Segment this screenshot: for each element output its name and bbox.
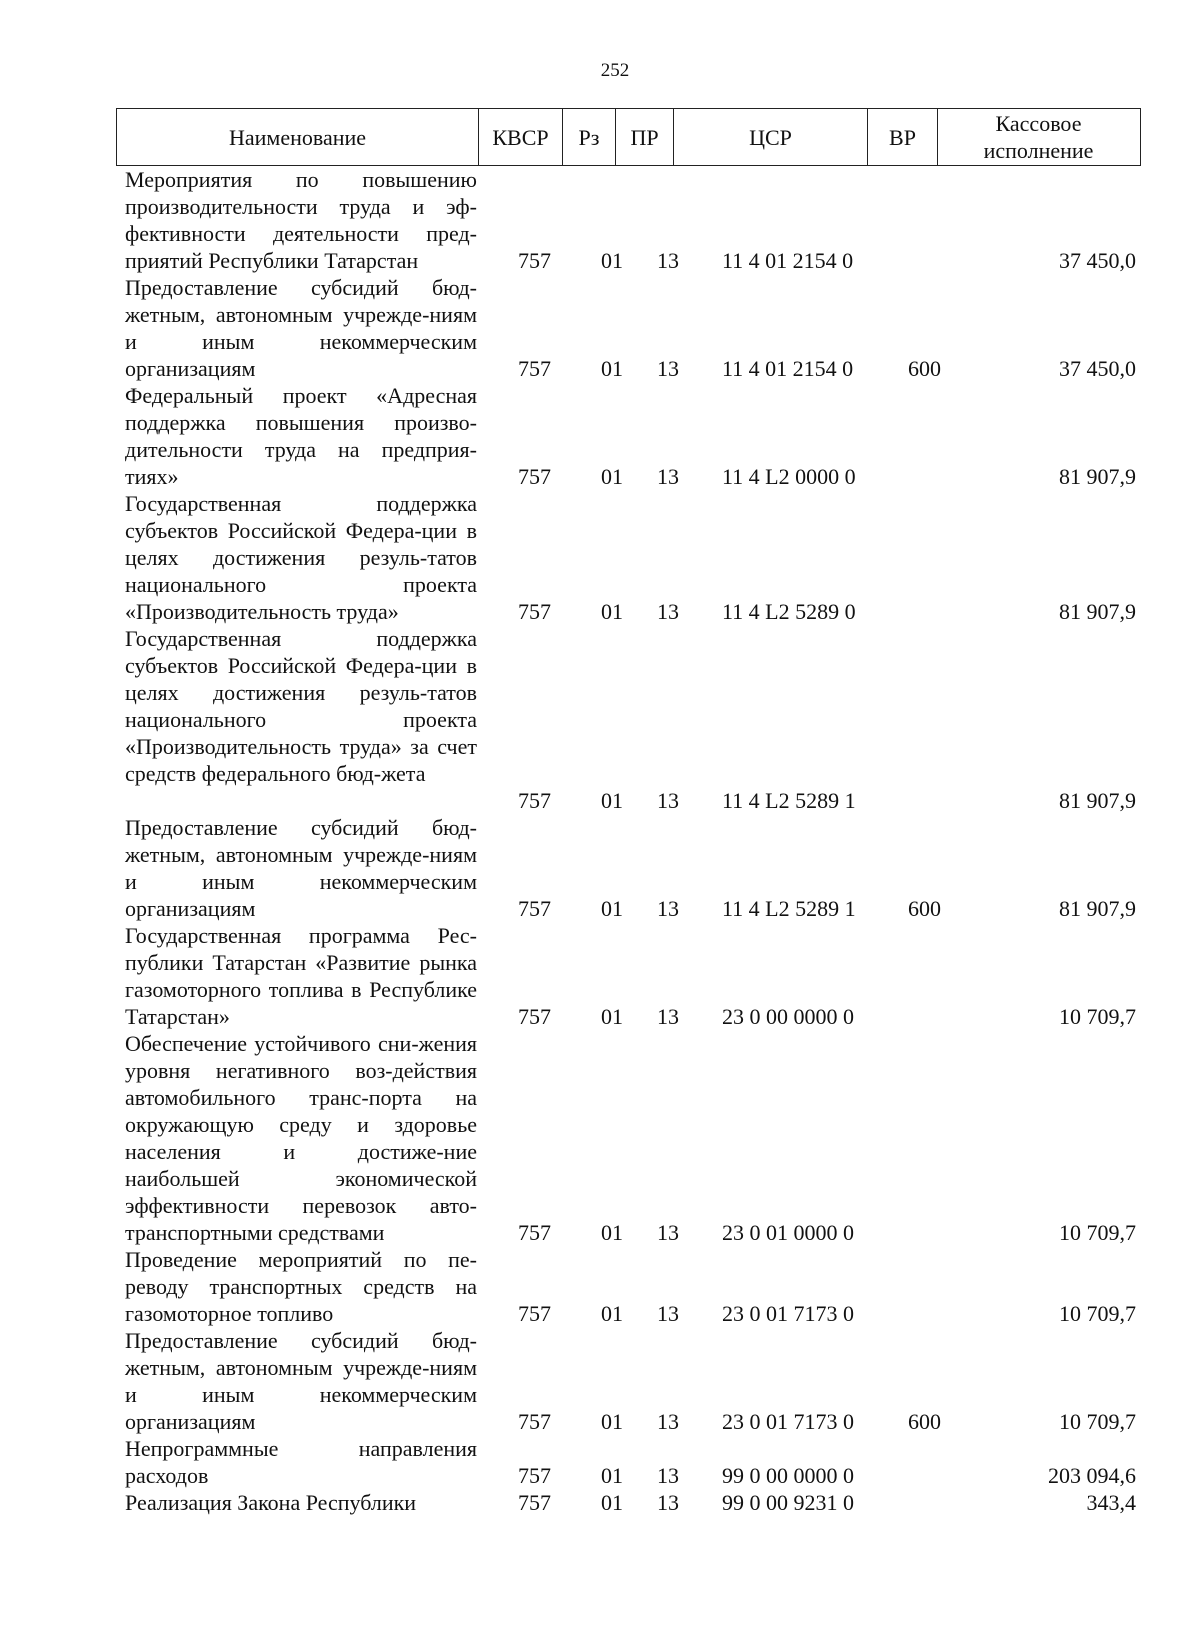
row-kvsr: 757 <box>518 896 551 921</box>
row-rz: 01 <box>601 248 623 273</box>
row-kvsr: 757 <box>518 788 551 813</box>
table-row <box>0 382 1200 490</box>
page-number: 252 <box>600 60 630 81</box>
row-pr: 13 <box>657 1409 679 1434</box>
header-pr: ПР <box>616 109 674 165</box>
table-row <box>0 1327 1200 1435</box>
table-row <box>0 166 1200 274</box>
row-pr: 13 <box>657 896 679 921</box>
row-amount: 81 907,9 <box>1059 788 1136 813</box>
row-kvsr: 757 <box>518 464 551 489</box>
row-pr: 13 <box>657 464 679 489</box>
row-name: Государственная поддержка субъектов Российской Федера-ции в целях достижения резуль-татов национального проекта «Производительность труда» <box>125 491 477 624</box>
row-pr: 13 <box>657 1301 679 1326</box>
table-row <box>0 1435 1200 1489</box>
row-kvsr: 757 <box>518 1409 551 1434</box>
row-name: Проведение мероприятий по пе-реводу транспортных средств на газомоторное топливо <box>125 1247 477 1326</box>
row-amount: 343,4 <box>1086 1490 1136 1515</box>
table-row <box>0 490 1200 625</box>
row-name: Реализация Закона Республики <box>125 1490 417 1515</box>
row-csr: 23 0 01 0000 0 <box>722 1220 854 1245</box>
row-rz: 01 <box>601 1409 623 1434</box>
row-vr: 600 <box>908 896 941 921</box>
row-amount: 81 907,9 <box>1059 896 1136 921</box>
row-kvsr: 757 <box>518 1004 551 1029</box>
row-csr: 11 4 01 2154 0 <box>722 248 854 273</box>
row-rz: 01 <box>601 464 623 489</box>
row-amount: 37 450,0 <box>1059 356 1136 381</box>
row-amount: 203 094,6 <box>1048 1463 1136 1488</box>
header-name: Наименование <box>117 109 479 165</box>
header-vr: ВР <box>868 109 938 165</box>
table-row <box>0 922 1200 1030</box>
table-row <box>0 1246 1200 1327</box>
row-csr: 99 0 00 9231 0 <box>722 1490 854 1515</box>
row-amount: 10 709,7 <box>1059 1220 1136 1245</box>
row-amount: 10 709,7 <box>1059 1004 1136 1029</box>
row-name: Предоставление субсидий бюд-жетным, автономным учрежде-ниям и иным некоммерческим организациям <box>125 1328 477 1434</box>
row-csr: 11 4 L2 5289 0 <box>722 599 856 624</box>
row-amount: 37 450,0 <box>1059 248 1136 273</box>
row-rz: 01 <box>601 788 623 813</box>
row-amount: 10 709,7 <box>1059 1409 1136 1434</box>
row-name: Непрограммные направления расходов <box>125 1436 477 1488</box>
row-kvsr: 757 <box>518 1490 551 1515</box>
row-rz: 01 <box>601 1463 623 1488</box>
row-pr: 13 <box>657 356 679 381</box>
header-kvsr: КВСР <box>479 109 563 165</box>
row-name: Государственная поддержка субъектов Российской Федера-ции в целях достижения резуль-татов национального проекта «Производительность труда» за счет средств федерального бюд-жета <box>125 626 477 786</box>
row-amount: 81 907,9 <box>1059 599 1136 624</box>
row-pr: 13 <box>657 1004 679 1029</box>
row-csr: 23 0 01 7173 0 <box>722 1409 854 1434</box>
row-amount: 81 907,9 <box>1059 464 1136 489</box>
row-csr: 11 4 L2 5289 1 <box>722 788 856 813</box>
table-row <box>0 1030 1200 1246</box>
row-rz: 01 <box>601 1490 623 1515</box>
row-name: Обеспечение устойчивого сни-жения уровня негативного воз-действия автомобильного транс-порта на окружающую среду и здоровье населения и достиже-ние наибольшей экономической эффективности перевозок авто-транспортными средствами <box>125 1031 477 1245</box>
row-amount: 10 709,7 <box>1059 1301 1136 1326</box>
row-pr: 13 <box>657 1463 679 1488</box>
row-kvsr: 757 <box>518 1220 551 1245</box>
row-csr: 99 0 00 0000 0 <box>722 1463 854 1488</box>
row-csr: 11 4 01 2154 0 <box>722 356 854 381</box>
row-pr: 13 <box>657 248 679 273</box>
row-rz: 01 <box>601 356 623 381</box>
row-pr: 13 <box>657 788 679 813</box>
header-csr: ЦСР <box>674 109 868 165</box>
header-rz: Рз <box>563 109 616 165</box>
row-csr: 11 4 L2 0000 0 <box>722 464 856 489</box>
row-kvsr: 757 <box>518 1301 551 1326</box>
row-name: Федеральный проект «Адресная поддержка повышения произво-дительности труда на предприя-тиях» <box>125 383 477 489</box>
row-rz: 01 <box>601 896 623 921</box>
table-row <box>0 814 1200 922</box>
table-row <box>0 274 1200 382</box>
row-name: Государственная программа Рес-публики Татарстан «Развитие рынка газомоторного топлива в Республике Татарстан» <box>125 923 477 1029</box>
row-rz: 01 <box>601 1301 623 1326</box>
row-csr: 23 0 00 0000 0 <box>722 1004 854 1029</box>
row-pr: 13 <box>657 599 679 624</box>
row-rz: 01 <box>601 1220 623 1245</box>
row-csr: 11 4 L2 5289 1 <box>722 896 856 921</box>
row-name: Предоставление субсидий бюд-жетным, автономным учрежде-ниям и иным некоммерческим организациям <box>125 275 477 381</box>
row-vr: 600 <box>908 356 941 381</box>
row-rz: 01 <box>601 1004 623 1029</box>
row-kvsr: 757 <box>518 599 551 624</box>
row-name: Мероприятия по повышению производительности труда и эф-фективности деятельности пред-приятий Республики Татарстан <box>125 167 477 273</box>
row-rz: 01 <box>601 599 623 624</box>
row-pr: 13 <box>657 1220 679 1245</box>
table-row <box>0 1489 1200 1516</box>
header-amount: Кассовое исполнение <box>983 111 1094 163</box>
row-name: Предоставление субсидий бюд-жетным, автономным учрежде-ниям и иным некоммерческим организациям <box>125 815 477 921</box>
row-kvsr: 757 <box>518 248 551 273</box>
row-kvsr: 757 <box>518 1463 551 1488</box>
row-pr: 13 <box>657 1490 679 1515</box>
table-header <box>116 108 1141 166</box>
row-vr: 600 <box>908 1409 941 1434</box>
row-csr: 23 0 01 7173 0 <box>722 1301 854 1326</box>
row-kvsr: 757 <box>518 356 551 381</box>
table-row <box>0 625 1200 814</box>
